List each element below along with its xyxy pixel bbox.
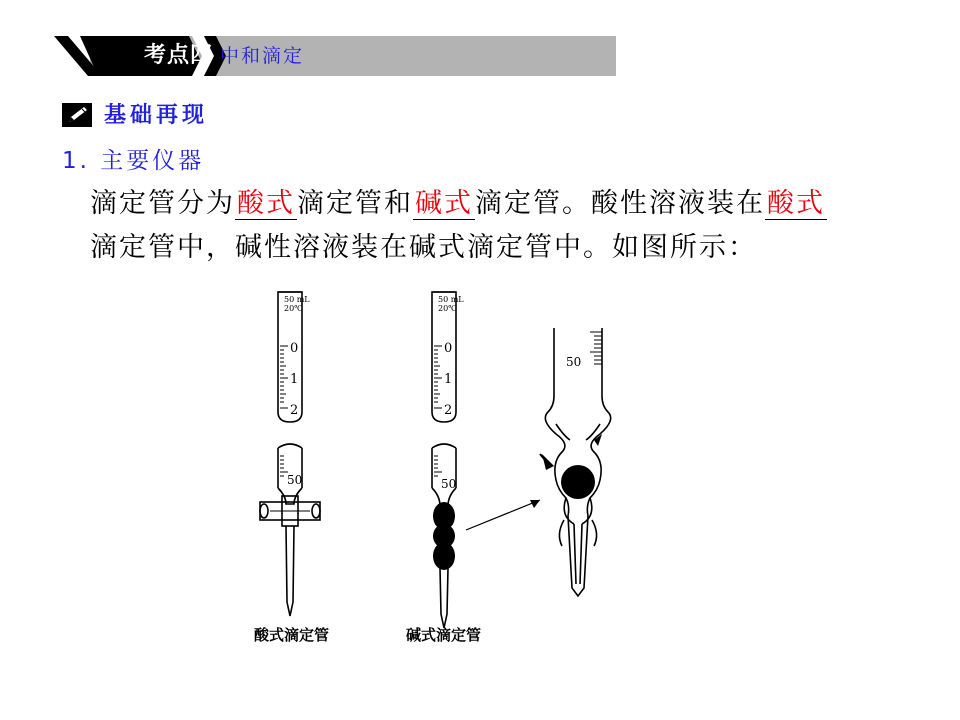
acid-mark-50: 50 [287,473,303,487]
base-burette-caption: 碱式滴定管 [406,626,482,644]
base-tick-1: 1 [444,372,453,387]
base-tick-0: 0 [444,341,453,356]
glass-bead [561,465,595,499]
base-volume-label: 50 mL [438,295,464,304]
acid-tick-0: 0 [290,341,299,356]
line1-pre: 滴定管分为 [90,188,235,219]
acid-tick-2: 2 [290,403,299,418]
burette-figure [240,284,640,654]
base-mark-50: 50 [441,477,457,491]
line1-post: 滴定管。酸性溶液装在 [475,188,765,219]
paragraph-line-1 [90,186,920,222]
pointer-arrow [466,500,540,530]
acid-burette-bottom [260,444,320,616]
burette-illustration [240,284,640,654]
answer-blank-acid: 酸式 [237,188,295,219]
exam-point-topic: 中和滴定 [220,45,305,67]
section-header-band [54,36,616,76]
header-band-graphic [54,36,616,76]
paragraph-line-2: 滴定管中，碱性溶液装在碱式滴定管中。如图所示： [90,232,757,263]
acid-burette-caption: 酸式滴定管 [254,626,330,644]
answer-blank-base: 碱式 [415,188,473,219]
acid-volume-label: 50 mL [284,295,310,304]
item-title: 1. 主要仪器 [62,148,205,174]
bead-arrow-icon [542,454,554,470]
section-title: 基础再现 [104,103,209,128]
rubber-tube [433,502,455,570]
pencil-icon [62,103,92,127]
base-tick-2: 2 [444,403,453,418]
base-temp-label: 20℃ [438,304,458,313]
acid-temp-label: 20℃ [284,304,304,313]
answer-blank-acid-2: 酸式 [767,188,825,219]
exam-point-label: 考点四 [144,43,214,68]
detail-mark-50: 50 [566,355,582,369]
line1-mid: 滴定管和 [297,188,413,219]
acid-tick-1: 1 [290,372,299,387]
